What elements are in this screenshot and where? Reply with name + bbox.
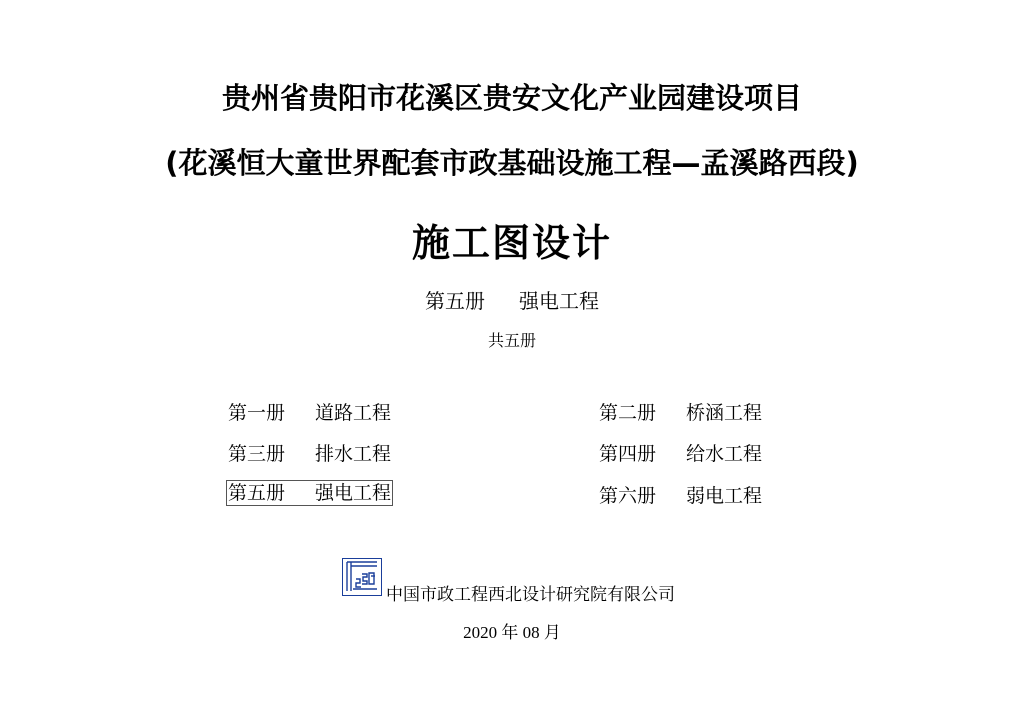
volume-item-1 [228,398,391,425]
volume-item-2 [599,398,762,425]
current-volume-number: 第五册 [425,289,485,313]
total-volumes: 共五册 [487,331,536,350]
volume-name: 弱电工程 [686,485,763,507]
document-type-title: 施工图设计 [411,221,612,265]
company-name: 中国市政工程西北设计研究院有限公司 [386,585,675,605]
volume-number: 第二册 [599,402,657,424]
volume-item-5-highlighted [226,480,393,506]
volume-name: 强电工程 [315,482,392,504]
volume-item-3 [228,439,391,466]
issue-date: 2020 年 08 月 [463,623,561,642]
volume-number: 第五册 [228,482,286,504]
volume-name: 排水工程 [315,443,392,465]
current-volume [0,285,1024,314]
cscec-logo-icon [343,559,380,594]
volume-item-4 [599,439,762,466]
volume-name: 桥涵工程 [686,402,763,424]
volume-item-6 [599,481,762,508]
volume-name: 给水工程 [686,443,763,465]
company-logo [342,558,382,596]
volume-number: 第三册 [228,443,286,465]
volume-number: 第六册 [599,485,657,507]
project-subtitle: (花溪恒大童世界配套市政基础设施工程—孟溪路西段) [165,146,859,180]
project-title: 贵州省贵阳市花溪区贵安文化产业园建设项目 [221,81,802,115]
volume-number: 第四册 [599,443,657,465]
current-volume-name: 强电工程 [519,289,599,313]
volume-number: 第一册 [228,402,286,424]
volume-name: 道路工程 [315,402,392,424]
